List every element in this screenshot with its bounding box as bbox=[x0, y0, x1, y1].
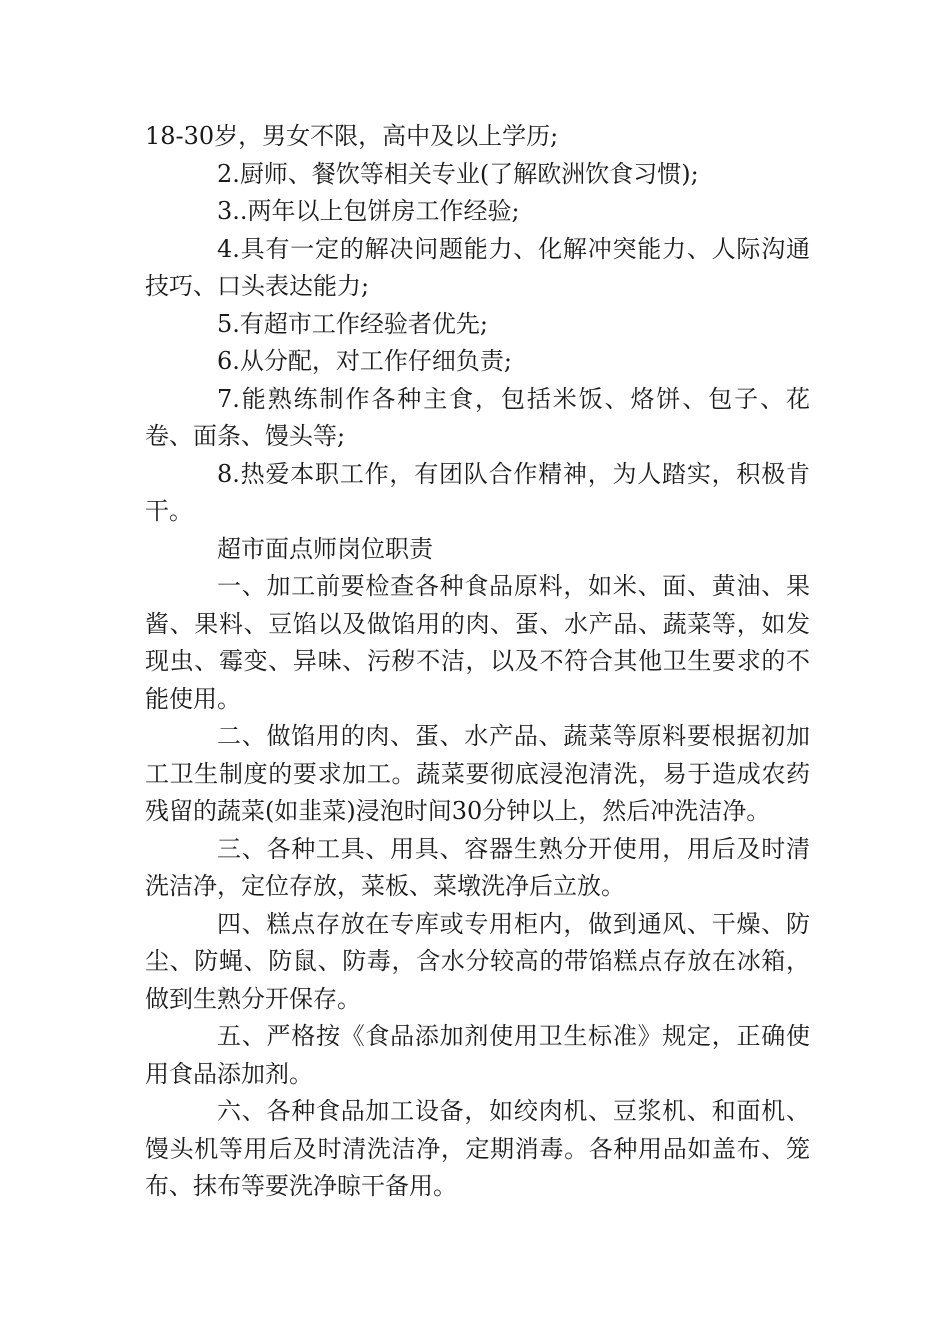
document-body bbox=[145, 118, 810, 1206]
paragraph-requirement-7: 7.能熟练制作各种主食，包括米饭、烙饼、包子、花卷、面条、馒头等; bbox=[145, 384, 810, 450]
paragraph-requirement-age: 18-30岁，男女不限，高中及以上学历; bbox=[145, 122, 559, 150]
section-heading: 超市面点师岗位职责 bbox=[217, 534, 433, 563]
paragraph-requirement-8: 8.热爱本职工作，有团队合作精神，为人踏实，积极肯干。 bbox=[145, 459, 810, 525]
paragraph-requirement-2: 2.厨师、餐饮等相关专业(了解欧洲饮食习惯); bbox=[217, 159, 699, 188]
paragraph-duty-1: 一、加工前要检查各种食品原料，如米、面、黄油、果酱、果料、豆馅以及做馅用的肉、蛋、水产品、蔬菜等，如发现虫、霉变、异味、污秽不洁，以及不符合其他卫生要求的不能使用。 bbox=[145, 572, 810, 713]
paragraph-duty-3: 三、各种工具、用具、容器生熟分开使用，用后及时清洗洁净，定位存放，菜板、菜墩洗净后立放。 bbox=[145, 834, 810, 900]
paragraph-requirement-6: 6.从分配，对工作仔细负责; bbox=[217, 347, 512, 375]
paragraph-duty-4: 四、糕点存放在专库或专用柜内，做到通风、干燥、防尘、防蝇、防鼠、防毒，含水分较高的带馅糕点存放在冰箱，做到生熟分开保存。 bbox=[145, 909, 810, 1013]
paragraph-duty-2: 二、做馅用的肉、蛋、水产品、蔬菜等原料要根据初加工卫生制度的要求加工。蔬菜要彻底浸泡清洗，易于造成农药残留的蔬菜(如韭菜)浸泡时间30分钟以上，然后冲洗洁净。 bbox=[145, 722, 810, 825]
paragraph-duty-5: 五、严格按《食品添加剂使用卫生标准》规定，正确使用食品添加剂。 bbox=[145, 1022, 810, 1088]
paragraph-duty-6: 六、各种食品加工设备，如绞肉机、豆浆机、和面机、馒头机等用后及时清洗洁净，定期消毒。各种用品如盖布、笼布、抹布等要洗净晾干备用。 bbox=[145, 1097, 810, 1200]
paragraph-requirement-3: 3..两年以上包饼房工作经验; bbox=[217, 197, 520, 225]
paragraph-requirement-5: 5.有超市工作经验者优先; bbox=[217, 309, 488, 338]
paragraph-requirement-4: 4.具有一定的解决问题能力、化解冲突能力、人际沟通技巧、口头表达能力; bbox=[145, 234, 810, 300]
